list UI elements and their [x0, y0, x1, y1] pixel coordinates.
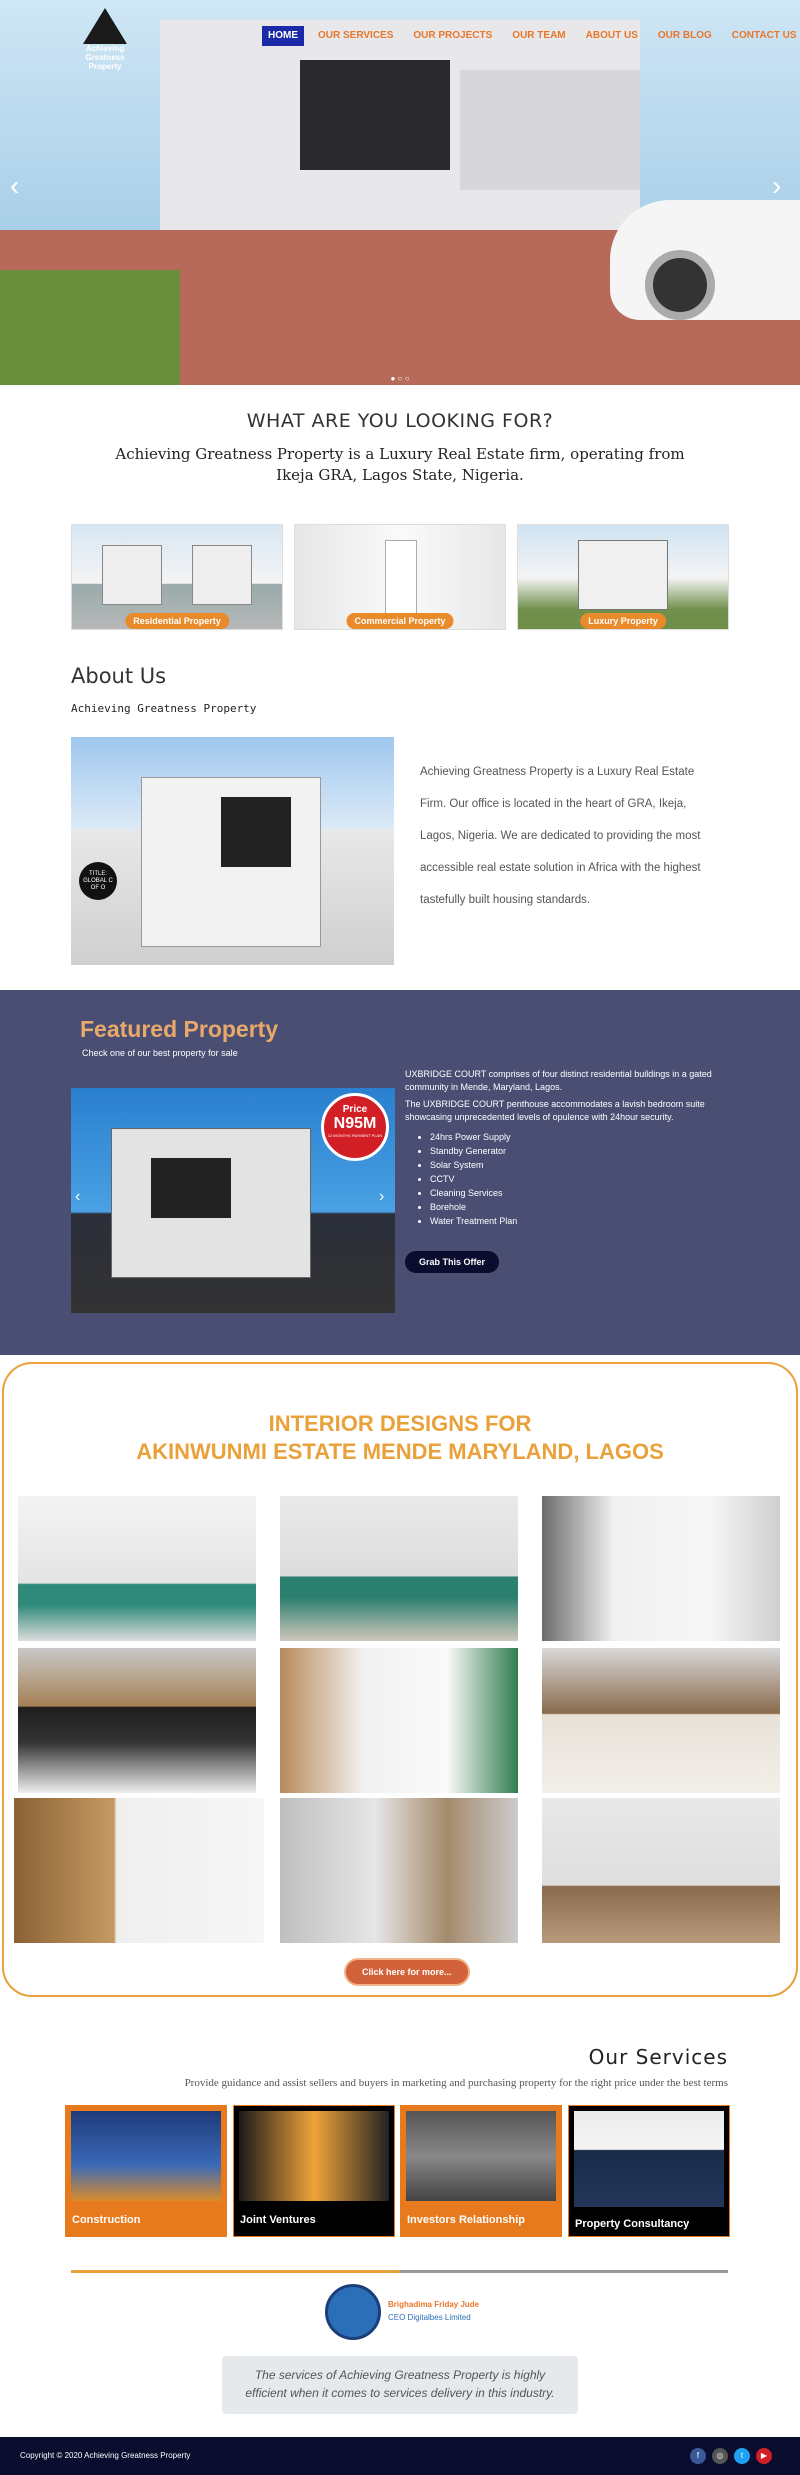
facebook-icon[interactable]: f — [690, 2448, 706, 2464]
main-nav — [262, 26, 800, 46]
price-label: Price — [342, 1104, 368, 1115]
hero-slider — [0, 0, 800, 385]
service-label: Joint Ventures — [240, 2214, 316, 2226]
slider-dots[interactable]: ● ○ ○ — [390, 374, 410, 383]
nav-our-services[interactable]: OUR SERVICES — [318, 30, 394, 41]
interior-photo[interactable] — [280, 1648, 518, 1793]
chevron-right-icon[interactable]: › — [772, 170, 782, 201]
service-label: Investors Relationship — [407, 2214, 525, 2226]
feature-item: • 24hrs Power Supply — [430, 1130, 517, 1144]
hero-car-wheel — [645, 250, 715, 320]
social-links — [690, 2448, 772, 2464]
interior-photo[interactable] — [542, 1648, 780, 1793]
interior-photo[interactable] — [542, 1496, 780, 1641]
category-commercial[interactable] — [294, 524, 506, 630]
nav-our-projects[interactable]: OUR PROJECTS — [413, 30, 493, 41]
interior-photo[interactable] — [280, 1496, 518, 1641]
logo-text: Achieving Greatness Property — [85, 44, 125, 71]
lookingfor-title: WHAT ARE YOU LOOKING FOR? — [246, 410, 554, 432]
about-title-badge: TITLE: GLOBAL C OF O — [79, 862, 117, 900]
hero-house-wing — [460, 70, 640, 190]
logo-mark-icon — [83, 8, 127, 44]
chevron-left-icon[interactable]: ‹ — [10, 170, 20, 201]
feature-item: • Solar System — [430, 1158, 517, 1172]
featured-subtitle: Check one of our best property for sale — [82, 1048, 238, 1058]
interior-photo[interactable] — [18, 1496, 256, 1641]
click-more-button[interactable]: Click here for more... — [344, 1958, 470, 1986]
category-label: Commercial Property — [346, 613, 453, 629]
interior-photo[interactable] — [18, 1648, 256, 1793]
nav-contact-us[interactable]: CONTACT US — [731, 30, 797, 41]
feature-item: • Borehole — [430, 1200, 517, 1214]
testimonial-role: CEO Digitalbes Limited — [388, 2313, 471, 2322]
service-investors-relationship[interactable] — [400, 2105, 562, 2237]
featured-desc-1: UXBRIDGE COURT comprises of four distinct residential buildings in a gated community in Mende, Maryland, Lagos. — [405, 1069, 712, 1092]
featured-features — [430, 1130, 517, 1228]
featured-title: Featured Property — [80, 1016, 279, 1042]
nav-about-us[interactable]: ABOUT US — [585, 30, 638, 41]
feature-item: • Standby Generator — [430, 1144, 517, 1158]
price-note: 12 MONTHS PAYMENT PLAN — [327, 1133, 383, 1138]
interior-title-line2: AKINWUNMI ESTATE MENDE MARYLAND, LAGOS — [136, 1439, 664, 1464]
hero-house-dark-block — [300, 60, 450, 170]
service-label: Property Consultancy — [575, 2218, 690, 2230]
nav-our-blog[interactable]: OUR BLOG — [657, 30, 712, 41]
category-label: Residential Property — [125, 613, 229, 629]
chevron-right-icon[interactable]: › — [379, 1188, 385, 1205]
category-residential[interactable] — [71, 524, 283, 630]
instagram-icon[interactable]: ◎ — [712, 2448, 728, 2464]
service-label: Construction — [72, 2214, 141, 2226]
about-text: Achieving Greatness Property is a Luxury Real Estate Firm. Our office is located in the heart of GRA, Ikeja, Lagos, Nigeria. We are dedicated to providing the most accessible real estate solution in Africa with the highest tastefully built housing standards. — [420, 766, 701, 906]
interior-title — [4, 1410, 796, 1466]
services-title: Our Services — [588, 2045, 728, 2069]
grab-offer-button[interactable]: Grab This Offer — [405, 1251, 499, 1273]
price-badge — [321, 1093, 389, 1161]
interior-photo[interactable] — [542, 1798, 780, 1943]
avatar — [325, 2284, 381, 2340]
category-label: Luxury Property — [580, 613, 666, 629]
interior-photo[interactable] — [14, 1798, 264, 1943]
price-value: N95M — [333, 1115, 377, 1132]
about-image — [71, 737, 394, 965]
category-luxury[interactable] — [517, 524, 729, 630]
interior-title-line1: INTERIOR DESIGNS FOR — [268, 1411, 532, 1436]
feature-item: • CCTV — [430, 1172, 517, 1186]
site-logo[interactable] — [70, 8, 140, 71]
interior-photo[interactable] — [280, 1798, 518, 1943]
featured-image — [71, 1088, 395, 1313]
copyright: Copyright © 2020 Achieving Greatness Property — [20, 2451, 191, 2460]
about-subtitle: Achieving Greatness Property — [71, 702, 257, 715]
service-construction[interactable] — [65, 2105, 227, 2237]
divider — [71, 2270, 728, 2273]
hero-lawn — [0, 270, 180, 385]
featured-section — [0, 990, 800, 1355]
lookingfor-subtitle: Achieving Greatness Property is a Luxury Real Estate firm, operating from Ikeja GRA, Lagos State, Nigeria. — [115, 445, 685, 484]
twitter-icon[interactable]: t — [734, 2448, 750, 2464]
youtube-icon[interactable]: ▶ — [756, 2448, 772, 2464]
about-title: About Us — [71, 664, 167, 688]
featured-desc-2: The UXBRIDGE COURT penthouse accommodates a lavish bedroom suite showcasing unprecedented levels of opulence with 24hour security. — [405, 1099, 705, 1122]
nav-home[interactable]: HOME — [262, 26, 304, 46]
testimonial-name: Brighadima Friday Jude — [388, 2300, 480, 2309]
chevron-left-icon[interactable]: ‹ — [75, 1188, 81, 1205]
interior-section — [2, 1362, 798, 1997]
nav-our-team[interactable]: OUR TEAM — [512, 30, 566, 41]
testimonial-quote: The services of Achieving Greatness Property is highly efficient when it comes to services delivery in this industry. — [222, 2356, 578, 2414]
footer — [0, 2437, 800, 2475]
services-subtitle: Provide guidance and assist sellers and buyers in marketing and purchasing property for the right price under the best terms — [184, 2077, 728, 2089]
feature-item: • Water Treatment Plan — [430, 1214, 517, 1228]
feature-item: • Cleaning Services — [430, 1186, 517, 1200]
service-joint-ventures[interactable] — [233, 2105, 395, 2237]
service-property-consultancy[interactable] — [568, 2105, 730, 2237]
